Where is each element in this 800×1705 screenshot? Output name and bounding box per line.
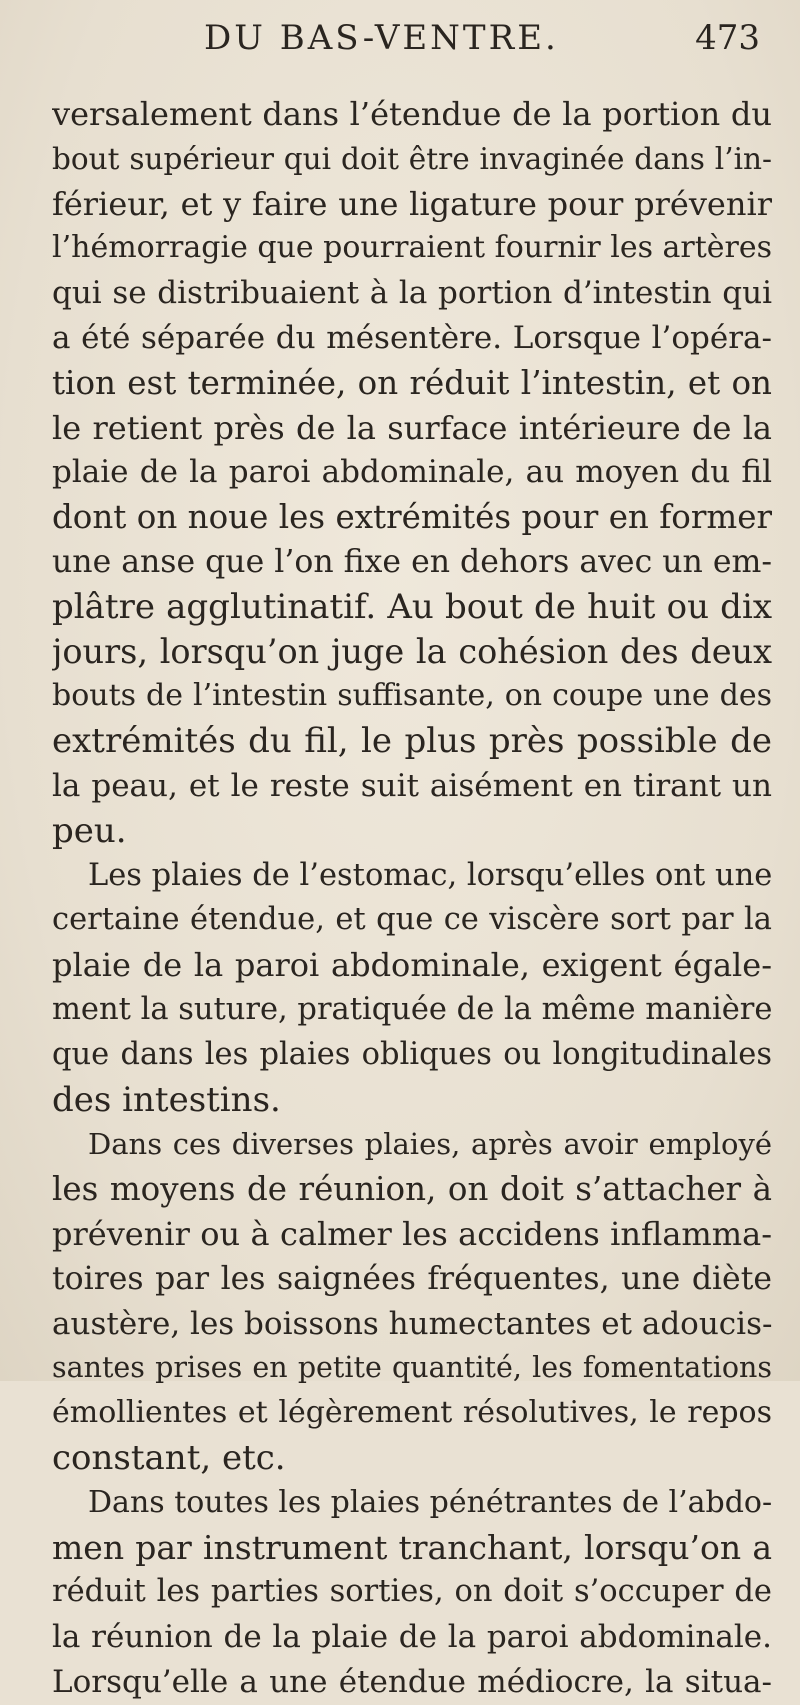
text-line: tion est terminée, on réduit l’intestin, et on: [52, 363, 772, 402]
text-line: certaine étendue, et que ce viscère sort par la: [52, 902, 772, 938]
text-line: Lorsqu’elle a une étendue médiocre, la situa-: [52, 1663, 772, 1700]
text-line: les moyens de réunion, on doit s’attacher à: [52, 1170, 772, 1209]
text-line: santes prises en petite quantité, les fomentations: [52, 1351, 772, 1385]
text-line: plaie de la paroi abdominale, au moyen du fil: [52, 454, 772, 491]
page-header: [200, 18, 760, 68]
text-line: prévenir ou à calmer les accidens inflamma-: [52, 1214, 772, 1253]
text-line: toires par les saignées fréquentes, une diète: [52, 1260, 772, 1297]
text-line: la réunion de la plaie de la paroi abdominale.: [52, 1619, 772, 1656]
page-number: 473: [695, 18, 760, 58]
text-line: dont on noue les extrémités pour en former: [52, 498, 772, 537]
paragraph-first-line: Les plaies de l’estomac, lorsqu’elles ont une: [88, 857, 772, 893]
paragraph-first-line: Dans toutes les plaies pénétrantes de l’abdo-: [88, 1484, 772, 1520]
body-text: [52, 92, 772, 1705]
text-line: le retient près de la surface intérieure de la: [52, 408, 772, 447]
text-line: la peau, et le reste suit aisément en tirant un: [52, 767, 772, 804]
text-line: réduit les parties sorties, on doit s’occuper de: [52, 1574, 772, 1610]
text-line: émollientes et légèrement résolutives, le repos: [52, 1395, 772, 1431]
text-line: férieur, et y faire une ligature pour prévenir: [52, 184, 772, 223]
text-line: jours, lorsqu’on juge la cohésion des deux: [52, 631, 772, 671]
text-line: bout supérieur qui doit être invaginée dans l’in-: [52, 141, 772, 176]
text-line: plâtre agglutinatif. Au bout de huit ou dix: [52, 586, 772, 627]
text-line: qui se distribuaient à la portion d’intestin qui: [52, 275, 772, 312]
text-line: men par instrument tranchant, lorsqu’on a: [52, 1527, 772, 1567]
text-line: austère, les boissons humectantes et adoucis-: [52, 1305, 772, 1342]
text-line: que dans les plaies obliques ou longitudinales: [52, 1036, 772, 1072]
paragraph-end-line: des intestins.: [52, 1079, 281, 1120]
running-head: DU BAS-VENTRE.: [204, 18, 559, 58]
text-line: plaie de la paroi abdominale, exigent égale-: [52, 946, 772, 985]
text-line: extrémités du fil, le plus près possible de: [52, 721, 772, 762]
text-line: une anse que l’on fixe en dehors avec un em-: [52, 543, 772, 580]
text-line: l’hémorragie que pourraient fournir les artères: [52, 230, 772, 266]
text-line: ment la suture, pratiquée de la même manière: [52, 991, 772, 1027]
text-line: bouts de l’intestin suffisante, on coupe une des: [52, 678, 772, 714]
paragraph-end-line: peu.: [52, 810, 127, 851]
paragraph-end-line: constant, etc.: [52, 1437, 286, 1478]
paragraph-first-line: Dans ces diverses plaies, après avoir employé: [88, 1127, 772, 1162]
text-line: a été séparée du mésentère. Lorsque l’opéra-: [52, 319, 772, 356]
text-line: versalement dans l’étendue de la portion du: [52, 95, 772, 133]
